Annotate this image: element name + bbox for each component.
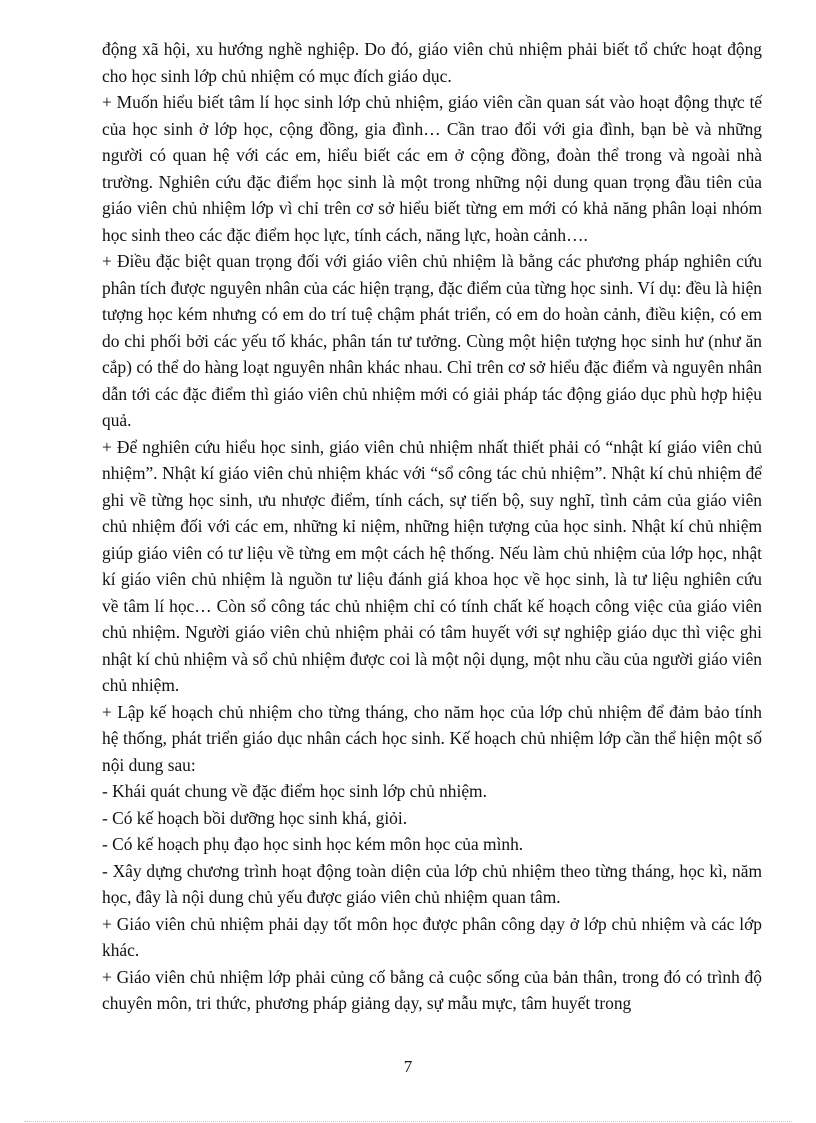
list-item-tutoring: - Có kế hoạch phụ đạo học sinh học kém môn học của mình.: [102, 834, 524, 854]
paragraph-analyze-causes: + Điều đặc biệt quan trọng đối với giáo viên chủ nhiệm là bằng các phương pháp nghiên cứu phân tích được nguyên nhân của các hiện trạng, đặc điểm của từng học sinh. Ví dụ: đều là hiện tượng học kém nhưng có em do trí tuệ chậm phát triển, có em do hoàn cảnh, điều kiện, có em do chi phối bởi các yếu tố khác, phân tán tư tưởng. Cùng một hiện tượng học sinh hư (như ăn cắp) có thể do hàng loạt nguyên nhân khác nhau. Chỉ trên cơ sở hiểu đặc điểm và nguyên nhân dẫn tới các đặc điểm thì giáo viên chủ nhiệm mới có giải pháp tác động giáo dục phù hợp hiệu quả.: [102, 251, 762, 430]
paragraph-consolidate: + Giáo viên chủ nhiệm lớp phải củng cố bằng cả cuộc sống của bản thân, trong đó có trình độ chuyên môn, tri thức, phương pháp giảng dạy, sự mẫu mực, tâm huyết trong: [102, 966, 762, 1013]
body-text: [102, 36, 762, 1017]
paragraph-understand-psychology: + Muốn hiểu biết tâm lí học sinh lớp chủ nhiệm, giáo viên cần quan sát vào hoạt động thực tế của học sinh ở lớp học, cộng đồng, gia đình… Cần trao đổi với gia đình, bạn bè và những người có quan hệ với các em, hiểu biết các em ở cộng đồng, đoàn thể trong và ngoài nhà trường. Nghiên cứu đặc điểm học sinh là một trong những nội dung quan trọng đầu tiên của giáo viên chủ nhiệm lớp vì chỉ trên cơ sở hiểu biết từng em mới có khả năng phân loại nhóm học sinh theo các đặc điểm học lực, tính cách, năng lực, hoàn cảnh….: [102, 92, 762, 245]
list-item-overview: - Khái quát chung về đặc điểm học sinh lớp chủ nhiệm.: [102, 781, 487, 801]
paragraph-plan: + Lập kế hoạch chủ nhiệm cho từng tháng, cho năm học của lớp chủ nhiệm để đảm bảo tính hệ thống, phát triển giáo dục nhân cách học sinh. Kế hoạch chủ nhiệm lớp cần thể hiện một số nội dung sau:: [102, 701, 762, 775]
paragraph-teach-well: + Giáo viên chủ nhiệm phải dạy tốt môn học được phân công dạy ở lớp chủ nhiệm và các lớp khác.: [102, 913, 762, 960]
list-item-program: - Xây dựng chương trình hoạt động toàn diện của lớp chủ nhiệm theo từng tháng, học kì, năm học, đây là nội dung chủ yếu được giáo viên chủ nhiệm quan tâm.: [102, 860, 762, 907]
paragraph-teacher-diary: + Để nghiên cứu hiểu học sinh, giáo viên chủ nhiệm nhất thiết phải có “nhật kí giáo viên chủ nhiệm”. Nhật kí giáo viên chủ nhiệm khác với “sổ công tác chủ nhiệm”. Nhật kí chủ nhiệm để ghi về từng học sinh, ưu nhược điểm, tính cách, sự tiến bộ, suy nghĩ, tình cảm của giáo viên chủ nhiệm đối với các em, những kỉ niệm, những hiện tượng của học sinh. Nhật kí chủ nhiệm giúp giáo viên có tư liệu về từng em một cách hệ thống. Nếu làm chủ nhiệm của lớp học, nhật kí giáo viên chủ nhiệm là nguồn tư liệu đánh giá khoa học về học sinh, là tư liệu nghiên cứu về tâm lí học… Còn sổ công tác chủ nhiệm chỉ có tính chất kế hoạch công việc của giáo viên chủ nhiệm. Người giáo viên chủ nhiệm phải có tâm huyết với sự nghiệp giáo dục thì việc ghi nhật kí chủ nhiệm và sổ chủ nhiệm được coi là một nội dụng, một nhu cầu của người giáo viên chủ nhiệm.: [102, 436, 762, 695]
paragraph-intro: động xã hội, xu hướng nghề nghiệp. Do đó, giáo viên chủ nhiệm phải biết tổ chức hoạt động cho học sinh lớp chủ nhiệm có mục đích giáo dục.: [102, 39, 762, 86]
list-item-gifted: - Có kế hoạch bồi dưỡng học sinh khá, giỏi.: [102, 807, 408, 828]
page-number: 7: [403, 1057, 413, 1076]
page-bottom-border: [24, 1121, 792, 1122]
